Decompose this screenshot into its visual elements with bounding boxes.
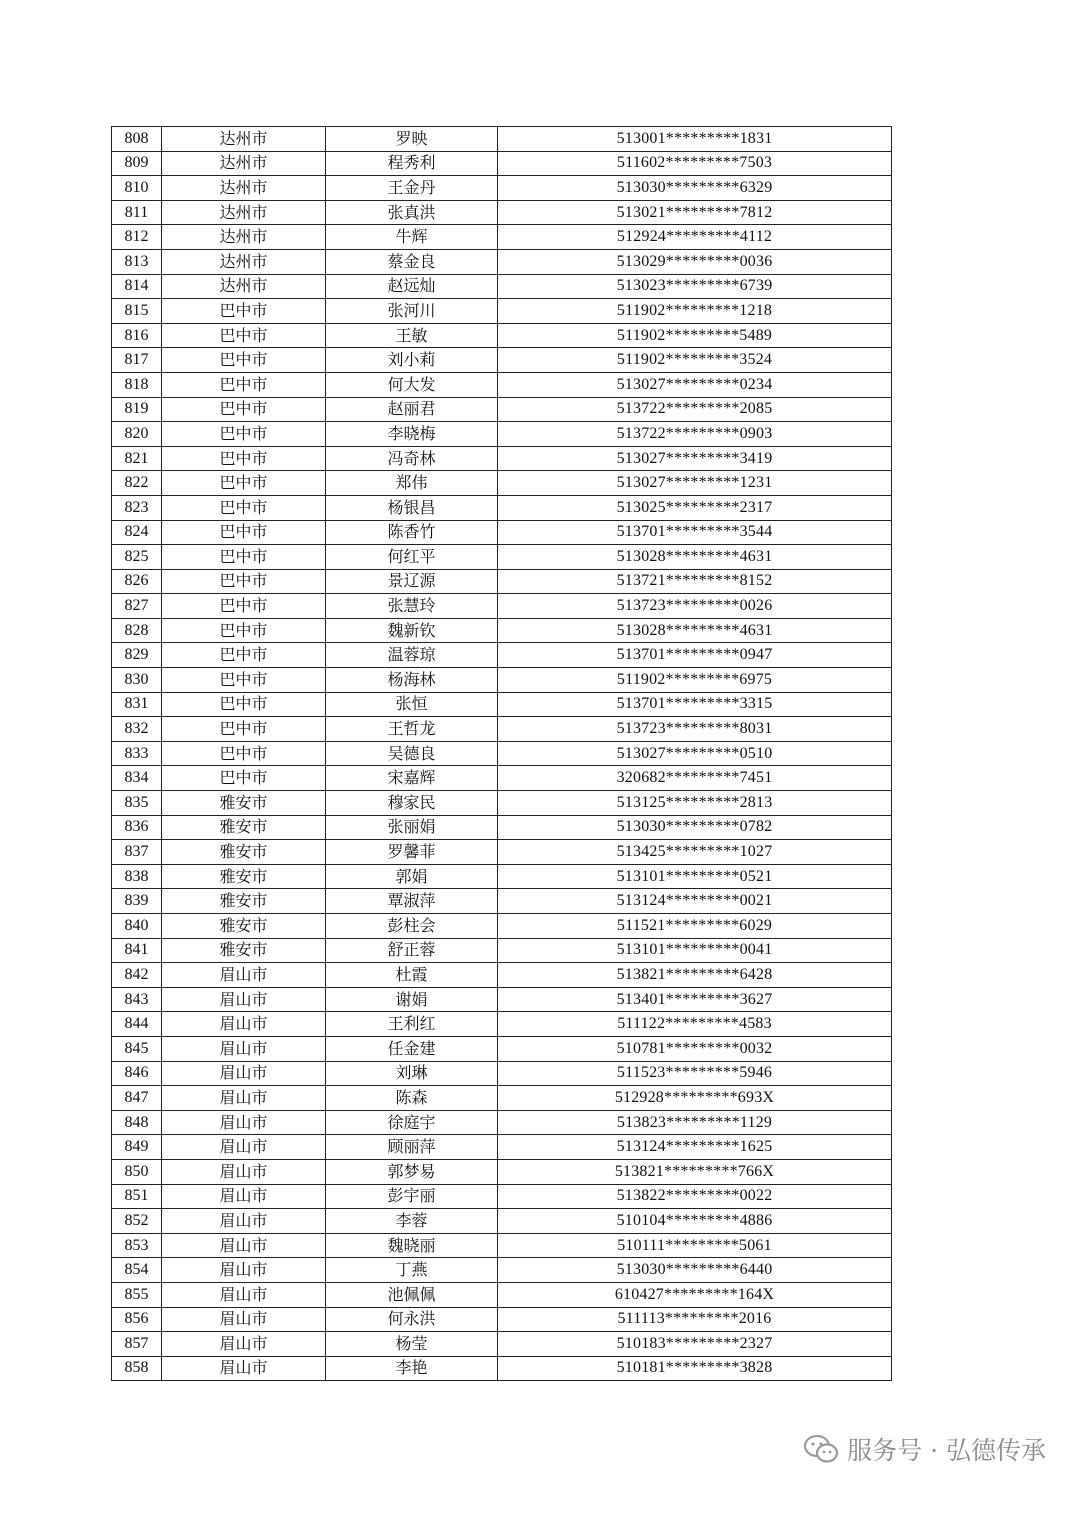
table-row — [112, 127, 892, 152]
row-name: 舒正蓉 — [326, 938, 498, 963]
row-name: 李蓉 — [326, 1209, 498, 1234]
table-row — [112, 643, 892, 668]
row-city: 眉山市 — [162, 987, 326, 1012]
table-row — [112, 1209, 892, 1234]
row-city: 达州市 — [162, 127, 326, 152]
row-number: 853 — [112, 1233, 162, 1258]
row-id-number: 511113*********2016 — [498, 1307, 892, 1332]
row-number: 847 — [112, 1086, 162, 1111]
row-city: 眉山市 — [162, 1184, 326, 1209]
row-id-number: 513030*********6440 — [498, 1258, 892, 1283]
row-name: 王金丹 — [326, 176, 498, 201]
row-city: 眉山市 — [162, 1233, 326, 1258]
row-id-number: 513821*********766X — [498, 1159, 892, 1184]
row-number: 842 — [112, 963, 162, 988]
row-city: 雅安市 — [162, 791, 326, 816]
row-city: 巴中市 — [162, 618, 326, 643]
row-id-number: 513028*********4631 — [498, 618, 892, 643]
row-id-number: 513823*********1129 — [498, 1110, 892, 1135]
row-id-number: 513101*********0041 — [498, 938, 892, 963]
row-id-number: 513401*********3627 — [498, 987, 892, 1012]
row-number: 821 — [112, 446, 162, 471]
table-row — [112, 1159, 892, 1184]
row-id-number: 513021*********7812 — [498, 200, 892, 225]
table-row — [112, 299, 892, 324]
row-name: 程秀利 — [326, 151, 498, 176]
row-city: 眉山市 — [162, 963, 326, 988]
row-id-number: 513023*********6739 — [498, 274, 892, 299]
row-number: 810 — [112, 176, 162, 201]
row-name: 郑伟 — [326, 471, 498, 496]
row-name: 赵远灿 — [326, 274, 498, 299]
row-city: 达州市 — [162, 200, 326, 225]
row-number: 830 — [112, 668, 162, 693]
roster-body — [112, 127, 892, 1381]
row-number: 813 — [112, 249, 162, 274]
watermark — [803, 1431, 1046, 1467]
row-city: 眉山市 — [162, 1209, 326, 1234]
row-name: 徐庭宇 — [326, 1110, 498, 1135]
table-row — [112, 1233, 892, 1258]
row-id-number: 513027*********3419 — [498, 446, 892, 471]
wechat-icon — [803, 1434, 839, 1464]
row-number: 829 — [112, 643, 162, 668]
row-city: 眉山市 — [162, 1356, 326, 1381]
row-id-number: 513027*********0234 — [498, 372, 892, 397]
row-id-number: 511902*********1218 — [498, 299, 892, 324]
table-row — [112, 717, 892, 742]
row-city: 雅安市 — [162, 864, 326, 889]
row-name: 王敏 — [326, 323, 498, 348]
row-name: 王利红 — [326, 1012, 498, 1037]
row-id-number: 513124*********1625 — [498, 1135, 892, 1160]
table-row — [112, 692, 892, 717]
row-city: 达州市 — [162, 176, 326, 201]
table-row — [112, 1135, 892, 1160]
row-id-number: 513723*********8031 — [498, 717, 892, 742]
row-city: 巴中市 — [162, 643, 326, 668]
table-row — [112, 987, 892, 1012]
row-name: 张真洪 — [326, 200, 498, 225]
table-row — [112, 1307, 892, 1332]
row-city: 眉山市 — [162, 1135, 326, 1160]
table-row — [112, 815, 892, 840]
table-row — [112, 741, 892, 766]
row-number: 845 — [112, 1036, 162, 1061]
row-name: 何红平 — [326, 545, 498, 570]
row-name: 吴德良 — [326, 741, 498, 766]
row-id-number: 513822*********0022 — [498, 1184, 892, 1209]
row-name: 蔡金良 — [326, 249, 498, 274]
row-number: 822 — [112, 471, 162, 496]
row-name: 冯奇林 — [326, 446, 498, 471]
row-name: 何大发 — [326, 372, 498, 397]
row-city: 巴中市 — [162, 545, 326, 570]
row-city: 眉山市 — [162, 1258, 326, 1283]
row-name: 彭宇丽 — [326, 1184, 498, 1209]
row-number: 834 — [112, 766, 162, 791]
table-row — [112, 840, 892, 865]
row-city: 巴中市 — [162, 372, 326, 397]
row-id-number: 510111*********5061 — [498, 1233, 892, 1258]
row-city: 巴中市 — [162, 446, 326, 471]
table-row — [112, 914, 892, 939]
row-name: 罗馨菲 — [326, 840, 498, 865]
table-row — [112, 1012, 892, 1037]
row-id-number: 513027*********0510 — [498, 741, 892, 766]
table-row — [112, 618, 892, 643]
table-row — [112, 1184, 892, 1209]
row-name: 刘小莉 — [326, 348, 498, 373]
table-row — [112, 963, 892, 988]
row-city: 眉山市 — [162, 1036, 326, 1061]
row-city: 巴中市 — [162, 594, 326, 619]
row-city: 眉山市 — [162, 1110, 326, 1135]
row-number: 814 — [112, 274, 162, 299]
table-row — [112, 569, 892, 594]
row-city: 巴中市 — [162, 299, 326, 324]
row-id-number: 511523*********5946 — [498, 1061, 892, 1086]
row-id-number: 513030*********6329 — [498, 176, 892, 201]
row-id-number: 511122*********4583 — [498, 1012, 892, 1037]
row-city: 眉山市 — [162, 1086, 326, 1111]
row-number: 809 — [112, 151, 162, 176]
row-name: 魏新钦 — [326, 618, 498, 643]
row-number: 854 — [112, 1258, 162, 1283]
table-row — [112, 889, 892, 914]
row-name: 宋嘉辉 — [326, 766, 498, 791]
row-name: 杨海林 — [326, 668, 498, 693]
row-number: 825 — [112, 545, 162, 570]
table-row — [112, 864, 892, 889]
table-row — [112, 1332, 892, 1357]
table-row — [112, 1110, 892, 1135]
row-number: 817 — [112, 348, 162, 373]
table-row — [112, 225, 892, 250]
table-row — [112, 791, 892, 816]
row-name: 景辽源 — [326, 569, 498, 594]
row-id-number: 511902*********3524 — [498, 348, 892, 373]
row-id-number: 513722*********2085 — [498, 397, 892, 422]
table-row — [112, 1282, 892, 1307]
row-number: 858 — [112, 1356, 162, 1381]
row-city: 巴中市 — [162, 422, 326, 447]
row-number: 839 — [112, 889, 162, 914]
row-number: 820 — [112, 422, 162, 447]
row-number: 836 — [112, 815, 162, 840]
row-name: 郭梦易 — [326, 1159, 498, 1184]
row-name: 顾丽萍 — [326, 1135, 498, 1160]
row-name: 陈香竹 — [326, 520, 498, 545]
table-row — [112, 446, 892, 471]
table-row — [112, 1086, 892, 1111]
row-city: 巴中市 — [162, 717, 326, 742]
row-city: 达州市 — [162, 274, 326, 299]
row-name: 杨莹 — [326, 1332, 498, 1357]
row-name: 谢娟 — [326, 987, 498, 1012]
row-name: 赵丽君 — [326, 397, 498, 422]
row-number: 843 — [112, 987, 162, 1012]
row-number: 857 — [112, 1332, 162, 1357]
row-number: 855 — [112, 1282, 162, 1307]
row-id-number: 513722*********0903 — [498, 422, 892, 447]
row-number: 844 — [112, 1012, 162, 1037]
row-id-number: 512924*********4112 — [498, 225, 892, 250]
table-row — [112, 766, 892, 791]
row-name: 张恒 — [326, 692, 498, 717]
row-name: 郭娟 — [326, 864, 498, 889]
table-row — [112, 1061, 892, 1086]
row-number: 812 — [112, 225, 162, 250]
row-name: 张河川 — [326, 299, 498, 324]
row-number: 831 — [112, 692, 162, 717]
row-id-number: 511602*********7503 — [498, 151, 892, 176]
row-city: 雅安市 — [162, 840, 326, 865]
row-number: 815 — [112, 299, 162, 324]
row-city: 巴中市 — [162, 520, 326, 545]
row-id-number: 513028*********4631 — [498, 545, 892, 570]
table-row — [112, 397, 892, 422]
row-number: 852 — [112, 1209, 162, 1234]
row-number: 848 — [112, 1110, 162, 1135]
table-row — [112, 249, 892, 274]
table-row — [112, 200, 892, 225]
row-name: 王哲龙 — [326, 717, 498, 742]
row-number: 846 — [112, 1061, 162, 1086]
row-id-number: 513723*********0026 — [498, 594, 892, 619]
row-id-number: 513125*********2813 — [498, 791, 892, 816]
row-number: 818 — [112, 372, 162, 397]
row-id-number: 510104*********4886 — [498, 1209, 892, 1234]
row-name: 刘琳 — [326, 1061, 498, 1086]
row-name: 张慧玲 — [326, 594, 498, 619]
row-id-number: 513425*********1027 — [498, 840, 892, 865]
row-city: 眉山市 — [162, 1012, 326, 1037]
row-city: 巴中市 — [162, 741, 326, 766]
row-id-number: 513029*********0036 — [498, 249, 892, 274]
row-number: 823 — [112, 495, 162, 520]
row-id-number: 513721*********8152 — [498, 569, 892, 594]
row-number: 832 — [112, 717, 162, 742]
row-city: 雅安市 — [162, 914, 326, 939]
row-number: 833 — [112, 741, 162, 766]
table-row — [112, 471, 892, 496]
row-number: 824 — [112, 520, 162, 545]
row-name: 杨银昌 — [326, 495, 498, 520]
row-id-number: 513001*********1831 — [498, 127, 892, 152]
row-id-number: 511521*********6029 — [498, 914, 892, 939]
table-row — [112, 594, 892, 619]
row-number: 856 — [112, 1307, 162, 1332]
table-row — [112, 668, 892, 693]
row-city: 雅安市 — [162, 889, 326, 914]
row-name: 李艳 — [326, 1356, 498, 1381]
row-city: 达州市 — [162, 151, 326, 176]
row-city: 达州市 — [162, 249, 326, 274]
row-number: 840 — [112, 914, 162, 939]
row-id-number: 510183*********2327 — [498, 1332, 892, 1357]
table-row — [112, 422, 892, 447]
row-city: 巴中市 — [162, 668, 326, 693]
table-row — [112, 938, 892, 963]
row-number: 808 — [112, 127, 162, 152]
row-number: 850 — [112, 1159, 162, 1184]
row-number: 819 — [112, 397, 162, 422]
watermark-text: 服务号 · 弘德传承 — [847, 1436, 1046, 1465]
row-name: 牛辉 — [326, 225, 498, 250]
row-id-number: 513124*********0021 — [498, 889, 892, 914]
row-city: 巴中市 — [162, 471, 326, 496]
row-id-number: 513025*********2317 — [498, 495, 892, 520]
row-name: 魏晓丽 — [326, 1233, 498, 1258]
row-city: 巴中市 — [162, 766, 326, 791]
row-number: 811 — [112, 200, 162, 225]
table-row — [112, 372, 892, 397]
row-number: 849 — [112, 1135, 162, 1160]
table-row — [112, 1258, 892, 1283]
table-row — [112, 1356, 892, 1381]
row-city: 眉山市 — [162, 1282, 326, 1307]
row-name: 丁燕 — [326, 1258, 498, 1283]
row-id-number: 512928*********693X — [498, 1086, 892, 1111]
row-id-number: 513027*********1231 — [498, 471, 892, 496]
row-id-number: 511902*********6975 — [498, 668, 892, 693]
table-row — [112, 348, 892, 373]
row-name: 罗映 — [326, 127, 498, 152]
row-city: 雅安市 — [162, 815, 326, 840]
row-name: 穆家民 — [326, 791, 498, 816]
table-row — [112, 323, 892, 348]
row-name: 李晓梅 — [326, 422, 498, 447]
row-id-number: 511902*********5489 — [498, 323, 892, 348]
table-row — [112, 176, 892, 201]
row-name: 张丽娟 — [326, 815, 498, 840]
row-id-number: 513821*********6428 — [498, 963, 892, 988]
row-id-number: 320682*********7451 — [498, 766, 892, 791]
row-number: 827 — [112, 594, 162, 619]
row-city: 巴中市 — [162, 569, 326, 594]
row-name: 任金建 — [326, 1036, 498, 1061]
row-city: 眉山市 — [162, 1159, 326, 1184]
row-number: 841 — [112, 938, 162, 963]
row-name: 池佩佩 — [326, 1282, 498, 1307]
table-row — [112, 495, 892, 520]
row-city: 巴中市 — [162, 692, 326, 717]
row-name: 何永洪 — [326, 1307, 498, 1332]
roster-table — [111, 126, 892, 1381]
row-number: 828 — [112, 618, 162, 643]
table-row — [112, 274, 892, 299]
row-number: 826 — [112, 569, 162, 594]
row-city: 达州市 — [162, 225, 326, 250]
row-id-number: 510181*********3828 — [498, 1356, 892, 1381]
table-row — [112, 545, 892, 570]
row-id-number: 610427*********164X — [498, 1282, 892, 1307]
row-id-number: 513101*********0521 — [498, 864, 892, 889]
table-row — [112, 1036, 892, 1061]
table-row — [112, 520, 892, 545]
row-name: 杜霞 — [326, 963, 498, 988]
row-id-number: 513701*********3315 — [498, 692, 892, 717]
row-city: 眉山市 — [162, 1332, 326, 1357]
row-city: 巴中市 — [162, 323, 326, 348]
row-city: 巴中市 — [162, 348, 326, 373]
row-id-number: 513701*********3544 — [498, 520, 892, 545]
row-number: 838 — [112, 864, 162, 889]
table-row — [112, 151, 892, 176]
row-number: 816 — [112, 323, 162, 348]
row-number: 837 — [112, 840, 162, 865]
row-id-number: 513030*********0782 — [498, 815, 892, 840]
row-id-number: 510781*********0032 — [498, 1036, 892, 1061]
row-name: 彭柱会 — [326, 914, 498, 939]
row-city: 眉山市 — [162, 1307, 326, 1332]
row-name: 覃淑萍 — [326, 889, 498, 914]
row-name: 陈森 — [326, 1086, 498, 1111]
row-city: 雅安市 — [162, 938, 326, 963]
row-number: 835 — [112, 791, 162, 816]
row-name: 温蓉琼 — [326, 643, 498, 668]
row-city: 巴中市 — [162, 397, 326, 422]
row-city: 巴中市 — [162, 495, 326, 520]
row-id-number: 513701*********0947 — [498, 643, 892, 668]
row-number: 851 — [112, 1184, 162, 1209]
row-city: 眉山市 — [162, 1061, 326, 1086]
